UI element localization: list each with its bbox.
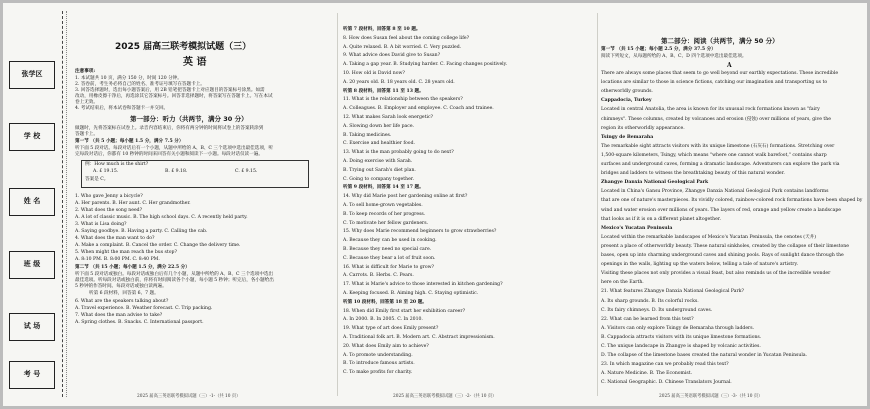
question-options[interactable]: C. Going to company together.	[343, 176, 414, 182]
seal-line	[66, 11, 67, 397]
section-1-heading: 第一节 （共 15 小题；每小题 2.5 分，满分 37.5 分）	[601, 47, 716, 52]
question-stem: 6. What are the speakers talking about?	[75, 299, 169, 304]
question-stem: 13. What is the man probably going to do next?	[343, 150, 454, 156]
question-stem: 4. What does the man want to do?	[75, 236, 155, 241]
passage-line: here on the Earth.	[601, 280, 644, 286]
passage-line: surfaces and underground caves, forming a dramatic landscape. Adventurers can explore the park via	[601, 162, 840, 167]
passage-line: that are one of nature's masterpieces. Its vividly colored, rainbow-colored rock formations have been shaped by	[601, 198, 863, 204]
subject-title: 英 语	[183, 57, 207, 68]
passage-line: locations are similar to those in science fictions, catching our imagination and transporting us to	[601, 80, 828, 86]
question-stem: 15. Why does Marie recommend beginners to grow strawberries?	[343, 229, 497, 235]
question-options[interactable]: A. Traditional folk art. B. Modern art. C. Abstract impressionism.	[343, 335, 495, 340]
question-stem: 听第 10 段材料，回答第 18 至 20 题。	[343, 299, 427, 305]
question-options[interactable]: A. 8:10 PM. B. 8:00 PM. C. 8:40 PM.	[75, 257, 160, 262]
question-options[interactable]: B. Taking medicines.	[343, 132, 392, 138]
field-box-exam-room[interactable]: 试 场	[9, 313, 55, 341]
example-option: A. £ 19.15.	[93, 169, 119, 174]
instruction-line: 听第 6 段材料，回答第 6、7 题。	[89, 291, 159, 296]
question-stem: 12. What makes Sarah look energetic?	[343, 115, 433, 120]
question-options[interactable]: B. Cappadocia attracts visitors with its unique limestone formations.	[601, 334, 762, 340]
field-box-school[interactable]: 学 校	[9, 123, 55, 151]
question-stem: 14. Why did Marie post her gardening online at first?	[343, 194, 468, 200]
instruction-line: 最佳选项。听每段对话或独白前，你将有时间阅读各个小题，每小题 5 秒钟；听完后，各小题给出	[75, 278, 274, 283]
passage-line: wind and water erosion over millions of years. The layers of red, orange and yellow create a landscape	[601, 207, 842, 213]
binding-strip	[3, 3, 73, 406]
question-options[interactable]: B. Because they need no special care.	[343, 247, 432, 252]
question-options[interactable]: A. Travel experience. B. Weather forecast. C. Trip packing.	[75, 306, 213, 311]
passage-line: bases, open up into charming underground caves and shining pools. Rays of sunlight dance through the	[601, 253, 844, 258]
question-options[interactable]: B. To keep records of her progress.	[343, 211, 426, 217]
question-stem: 2. What does the song need?	[75, 208, 143, 213]
instruction-line: 做题时，先将答案标在试卷上。录音内容结束后，你将有两分钟的时间将试卷上的答案转涂到	[75, 126, 264, 131]
instruction-line: 阅读下列短文，从每题所给的 A、B、C、D 四个选项中选出最佳选项。	[601, 54, 747, 59]
passage-line: openings in the walls, lighting up the waters below, telling a tale of nature's artistry.	[601, 262, 798, 268]
note-line: 改动，用橡皮擦干净后，再选涂其它答案标号。回答非选择题时，将答案写在答题卡上。写在本试	[75, 94, 273, 99]
example-answer: 答案是 C。	[85, 177, 109, 182]
question-options[interactable]: C. National Geographic. D. Chinese Translators Journal.	[601, 380, 732, 386]
notes-heading: 注意事项:	[75, 69, 96, 74]
instruction-line: 5 秒钟的作答时间。每段对话或独白读两遍。	[75, 284, 167, 289]
question-options[interactable]: A. In 2000. B. In 2005. C. In 2010.	[343, 317, 423, 323]
instruction-line: 听下面 5 段对话或独白。每段对话或独白后有几个小题，从题中所给的 A、B、C 三个选项中选出	[75, 272, 274, 277]
passage-letter: A	[727, 62, 732, 69]
question-stem: 19. What type of art does Emily present?	[343, 326, 439, 332]
field-box-name[interactable]: 姓 名	[9, 188, 55, 216]
passage-line: Located within the remarkable landscapes of Mexico's Yucatan Peninsula, the cenotes (天井)	[601, 234, 817, 240]
instruction-line: 听下面 5 段对话。每段对话后有一个小题，从题中所给的 A、B、C 三个选项中选出最佳选项，听	[75, 146, 274, 151]
question-stem: 18. When did Emily first start her exhibition career?	[343, 308, 466, 314]
question-options[interactable]: C. Its fairy chimneys. D. Its underground caves.	[601, 307, 713, 313]
passage-line: 22. What can be learned from this text?	[601, 316, 694, 322]
question-stem: 8. How does Susan feel about the coming college life?	[343, 35, 470, 41]
page-footer: 2025 届高三英语联考模拟试题（三）-1-（共 10 页）	[137, 394, 241, 399]
field-box-school-district[interactable]: 张学区	[9, 61, 55, 89]
note-line: 3. 回答选择题时，选出每小题答案后，用 2B 铅笔把答题卡上对应题目的答案标号涂黑。如需	[75, 88, 265, 93]
column-divider	[337, 13, 338, 396]
passage-line: The remarkable sight attracts visitors with its unique limestone (石灰石) formations. Stretching over	[601, 143, 835, 149]
passage-line: Visiting these places not only provides a visual feast, but also reminds us of the incredible wonder	[601, 271, 831, 277]
question-stem: 10. How old is David now?	[343, 71, 405, 76]
section-1-heading: 第一节 （共 5 小题；每小题 1.5 分，满分 7.5 分）	[75, 139, 184, 144]
question-options[interactable]: A. Carrots. B. Herbs. C. Pears.	[343, 273, 414, 279]
question-stem: 听第 9 段材料，回答第 14 至 17 题。	[343, 185, 424, 191]
question-options[interactable]: C. To make profits for charity.	[343, 370, 413, 376]
question-options[interactable]: A. Her parents. B. Her aunt. C. Her grandmother.	[75, 201, 191, 206]
question-options[interactable]: A. A lot of classic music. B. The high school days. C. A recently held party.	[75, 215, 248, 220]
page-3	[601, 3, 865, 406]
page-2	[343, 3, 593, 406]
note-line: 2. 答卷前，考生务必将自己的姓名、准考证号填写在答题卡上。	[75, 82, 205, 87]
question-stem: 听第 7 段材料，回答第 8 至 10 题。	[343, 27, 421, 32]
example-option: B. £ 9.18.	[165, 169, 188, 174]
passage-line: 23. In which magazine can we probably read this text?	[601, 362, 729, 368]
note-line: 1. 本试题共 10 页，满分 150 分，时间 120 分钟。	[75, 76, 182, 81]
exam-title: 2025 届高三联考模拟试题（三）	[115, 42, 252, 52]
passage-line: bridges and ladders to witness the breathtaking beauty of this natural wonder.	[601, 171, 785, 177]
question-options[interactable]: A. To sell home-grown vegetables.	[343, 203, 423, 208]
question-stem: 听第 8 段材料，回答第 11 至 13 题。	[343, 88, 424, 94]
question-options[interactable]: A. Spring clothes. B. Snacks. C. International passport.	[75, 320, 204, 325]
cut-line	[62, 11, 63, 397]
question-options[interactable]: A. Slowing down her life pace.	[343, 123, 415, 129]
note-line: 4. 考试结束后，将本试卷和答题卡一并交回。	[75, 106, 169, 111]
question-options[interactable]: A. Doing exercise with Sarah.	[343, 159, 413, 164]
question-stem: 20. What does Emily aim to achieve?	[343, 343, 429, 349]
question-options[interactable]: C. To motivate her fellow gardeners.	[343, 220, 429, 226]
exam-sheet	[3, 3, 867, 406]
question-stem: 7. What does the man advise to take?	[75, 313, 163, 318]
passage-line: that looks as if it is on a different planet altogether.	[601, 216, 721, 222]
question-options[interactable]: A. Saying goodbye. B. Having a party. C. Calling the cab.	[75, 229, 208, 234]
question-options[interactable]: A. Its sharp grounds. B. Its colorful rocks.	[601, 298, 699, 304]
example-question: 例：How much is the shirt?	[85, 162, 149, 167]
passage-line: 21. What features Zhangye Danxia National Geological Park?	[601, 289, 744, 295]
question-options[interactable]: D. The collapse of the limestone bases created the natural wonder in Yucatan Peninsula.	[601, 353, 808, 359]
question-stem: 3. What is Lisa doing?	[75, 222, 127, 227]
note-line: 卷上无效。	[75, 100, 98, 105]
example-option: C. £ 9.15.	[235, 169, 258, 174]
passage-line: 1,500-square kilometers, Tsingy, which means "where one cannot walk barefoot," contains sharp	[601, 152, 827, 158]
passage-line: present a place of otherworldly beauty. These natural sinkholes, created by the collapse of their limestone	[601, 243, 849, 249]
passage-subheading: Tsingy de Bemaraha	[601, 134, 654, 140]
question-options[interactable]: A. Make a complaint. B. Cancel the order. C. Change the delivery time.	[75, 243, 241, 248]
question-options[interactable]: B. Trying out Sarah's diet plan.	[343, 167, 416, 173]
passage-subheading: Cappadocia, Turkey	[601, 98, 652, 104]
question-stem: 17. What is Marie's advice to those interested in kitchen gardening?	[343, 282, 503, 288]
question-options[interactable]: A. Visitors can only explore Tsingy de Bemaraha through ladders.	[601, 325, 755, 331]
question-options[interactable]: A. Taking a gap year. B. Studying harder. C. Facing changes positively.	[343, 62, 508, 68]
field-box-exam-number[interactable]: 考 号	[9, 361, 55, 389]
passage-line: otherworldly grounds.	[601, 89, 653, 95]
field-box-class[interactable]: 班 级	[9, 251, 55, 279]
question-options[interactable]: A. Quite relaxed. B. A bit worried. C. Very puzzled.	[343, 44, 462, 50]
question-options[interactable]: C. Exercise and healthier food.	[343, 141, 415, 147]
question-options[interactable]: A. To promote understanding.	[343, 352, 413, 358]
passage-line: region its otherworldly appearance.	[601, 125, 685, 131]
column-divider	[597, 13, 598, 396]
instruction-line: 完每段对话后，你都有 10 秒钟的时间来回答有关小题和阅读下一小题。每段对话仅读一遍。	[75, 152, 263, 157]
question-stem: 11. What is the relationship between the speakers?	[343, 97, 463, 103]
question-options[interactable]: C. The unique landscape in Zhangye is shaped by volcanic activities.	[601, 344, 761, 349]
passage-line: There are always some places that seem to go well beyond our earthly expectations. These incredible	[601, 71, 839, 76]
question-options[interactable]: A. Because they can be used in cooking.	[343, 238, 437, 244]
passage-line: Located in China's Gansu Province, Zhangye Danxia National Geological Park contains landforms	[601, 189, 829, 195]
passage-subheading: Mexico's Yucatan Peninsula	[601, 225, 673, 231]
question-stem: 5. When might the man reach the bus stop?	[75, 250, 177, 255]
part-2-heading: 第二部分：阅读（共两节，满分 50 分）	[661, 37, 779, 45]
passage-line: Located in central Anatolia, the area is known for its unusual rock formations known as "fairy	[601, 107, 820, 113]
question-options[interactable]: A. 20 years old. B. 18 years old. C. 28 years old.	[343, 79, 455, 85]
section-2-heading: 第二节 （共 15 小题；每小题 1.5 分，满分 22.5 分）	[75, 265, 190, 270]
passage-line: chimneys". These columns, created by volcanoes and erosion (侵蚀) over millions of years, give the	[601, 116, 831, 122]
question-options[interactable]: A. Nature Medicine. B. The Economist.	[601, 371, 693, 377]
question-options[interactable]: B. To introduce famous artists.	[343, 361, 415, 367]
page-footer: 2025 届高三英语联考模拟试题（三）-3-（共 10 页）	[659, 394, 763, 399]
question-stem: 1. Who gave Jenny a bicycle?	[75, 194, 143, 199]
passage-subheading: Zhangye Danxia National Geological Park	[601, 180, 709, 186]
question-options[interactable]: A. Keeping focused. B. Aiming high. C. Staying optimistic.	[343, 291, 479, 296]
question-options[interactable]: A. Colleagues. B. Employer and employee. C. Coach and trainee.	[343, 106, 494, 112]
question-stem: 9. What advice does David give to Susan?	[343, 53, 441, 59]
question-options[interactable]: C. Because they bear a lot of fruit soon.	[343, 255, 436, 261]
instruction-line: 答题卡上。	[75, 132, 98, 137]
page-1	[75, 3, 335, 406]
question-stem: 16. What is difficult for Marie to grow?	[343, 264, 435, 270]
page-footer: 2025 届高三英语联考模拟试题（三）-2-（共 10 页）	[393, 394, 497, 399]
part-1-heading: 第一部分：听力（共两节，满分 30 分）	[130, 115, 248, 123]
